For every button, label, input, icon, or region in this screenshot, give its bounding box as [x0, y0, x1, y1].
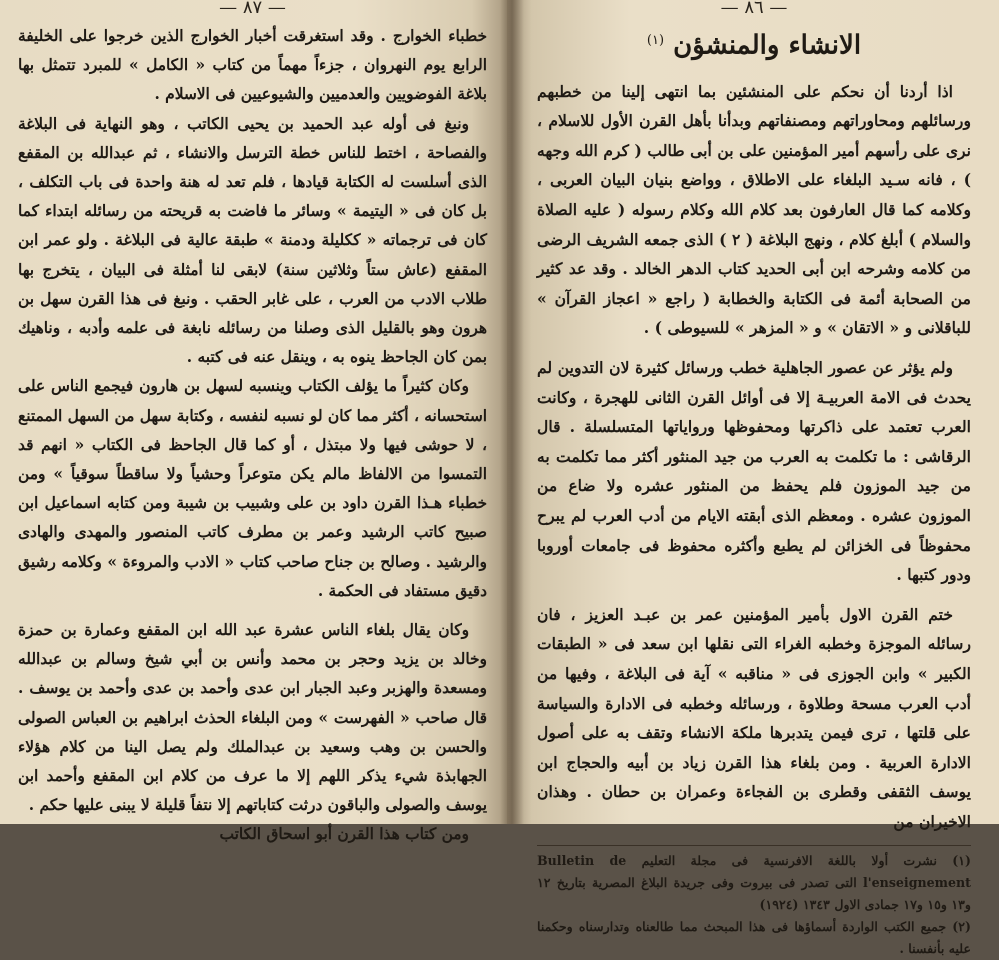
- left-paragraph-3: وكان كثيراً ما يؤلف الكتاب وينسبه لسهل بن هارون فيجمع الناس على استحسانه ، أكثر مما كان لو نسبه لنفسه ، وكتابة سهل من السهل الممتنع ، لا حوشى فيها ولا مبتذل ، أو كما قال الجاحظ فى الكتاب « انهم قد التمسوا من الالفاظ مالم يكن متوعراً وحشياً ولا ساقطاً سوقياً » ومن خطباء هـذا القرن داود بن على وشبيب بن شيبة ومن كتابه اسماعيل ابن صبيح كاتب الرشيد وعمر بن مطرف كاتب المنصور والمهدى والهادى والرشيد . وصالح بن جناح صاحب كتاب « الادب والمروءة » وكلامه رشيق دقيق مستفاد فى الحكمة .: [18, 377, 487, 600]
- right-page: [507, 0, 999, 956]
- right-paragraph-2: ولم يؤثر عن عصور الجاهلية خطب ورسائل كثيرة لان التدوين لم يحدث فى الامة العربيـة إلا فى أوائل القرن الثانى للهجرة ، وكانت العرب تعتمد على ذاكرتها ومحفوظها ورواياتها المتسلسلة . قال الرقاشى : ما تكلمت به العرب من جيد المنثور أكثر مما تكلمت به من جيد الموزون فلم يحفظ من المنثور عشره ولا ضاع من الموزون عشره . ومعظم الذى أبقته الايام من أدب العرب لم يبرح محفوظاً فى الخزائن لم يطبع وأكثره محفوظ فى جامعات أوروبا ودور كتبها .: [537, 358, 971, 585]
- left-paragraph-5: ومن كتاب هذا القرن أبو اسحاق الكاتب: [219, 825, 469, 844]
- left-paragraph-1: خطباء الخوارج . وقد استغرقت أخبار الخوارج الذين خرجوا على الخليفة الرابع يوم النهروان ، جزءاً مهماً من كتاب « الكامل » للمبرد تتمثل بها بلاغة الفوضويين والعدميين والشيوعيين فى الاسلام .: [18, 27, 487, 104]
- footnote-2: (٢) جميع الكتب الواردة أسماؤها فى هذا المبحث مما طالعناه وتدارسناه وحكمنا عليه بأنفسنا .: [537, 918, 971, 956]
- chapter-title-text: الانشاء والمنشؤن: [673, 30, 862, 61]
- left-page: [0, 0, 507, 844]
- left-page-body: [18, 22, 487, 850]
- right-paragraph-1: اذا أردنا أن نحكم على المنشئين بما انتهى إلينا من خطبهم ورسائلهم ومحاوراتهم ومصنفاتهم وبدأنا بأهل القرن الأول للاسلام ، نرى على رأسهم أمير المؤمنين على بن أبى طالب ( كرم الله وجهه ) ، فانه سـيد البلغاء على الاطلاق ، وواضع بنيان البيان العربى ، وكلامه كما قال العارفون بعد كلام الله وكلام رسوله ( عليه الصلاة والسلام ) أبلغ كلام ، ونهج البلاغة ( ٢ ) الذى جمعه الشريف الرضى من كلامه وشرحه ابن أبى الحديد كتاب الدهر الخالد . وقد عد كثير من الصحابة أئمة فى الكتابة والخطابة ( راجع « اعجاز القرآن » للباقلانى و « الاتقان » و « المزهر » للسيوطى ) .: [537, 81, 971, 338]
- title-footnote-marker: (١): [646, 33, 665, 48]
- left-paragraph-4: وكان يقال بلغاء الناس عشرة عبد الله ابن المقفع وعمارة بن حمزة وخالد بن يزيد وحجر بن محمد وأنس بن أبي شيخ وسالم بن عبدالله ومسعدة والهزبر وعبد الجبار ابن عدى وأحمد بن عدى وأحمد بن يوسف . قال صاحب « الفهرست » ومن البلغاء الحذث ابراهيم بن العباس الصولى والحسن بن وهب وسعيد بن عبدالملك ولم يصل الينا من كلام هؤلاء الجهابذة شيء يذكر اللهم إلا ما عرف من كلام ابن المقفع وأحمد ابن يوسف والصولى والباقون درثت كتاباتهم إلا نتفاً قليلة لا يبنى عليها حكم .: [18, 621, 487, 815]
- chapter-title: [537, 24, 971, 63]
- left-paragraph-2: ونبغ فى أوله عبد الحميد بن يحيى الكاتب ، وهو النهاية فى البلاغة والفصاحة ، اختط للناس خطة الترسل والانشاء ، ثم عبدالله بن المقفع الذى أسلست له الكتابة قيادها ، فلم تعد له هنة واحدة فى باب التكلف ، بل كان فى « اليتيمة » وسائر ما فاضت به قريحته من رسائله ابتداء كما كان فى ترجماته « ككليلة ودمنة » طبقة عالية فى البلاغة . ولو عمر ابن المقفع (عاش ستاً وثلاثين سنة) لابقى لنا أمثلة فى البيان ، يتخرج بها طلاب الادب من العرب ، على غابر الحقب . ونبغ فى هذا القرن سهل بن هرون وهو بالقليل الذى وصلنا من رسائله نابغة فى علمه وأدبه ، وناهيك بمن كان الجاحظ ينوه به ، وينقل عنه فى كتبه .: [18, 114, 487, 367]
- footnotes: [537, 845, 971, 960]
- left-page-number: — ٨٧ —: [219, 0, 286, 18]
- right-page-body: [537, 77, 971, 837]
- footnote-1: (١) نشرت أولا باللغة الافرنسية فى مجلة التعليم Bulletin de l'enseignement التى تصدر فى بيروت وفى جريدة البلاغ المصرية بتاريخ ١٢ و١٣ و١٥ و١٧ جمادى الاول ١٣٤٣ (١٩٢٤): [537, 852, 971, 912]
- right-page-number: — ٨٦ —: [720, 0, 788, 18]
- book-gutter: [500, 0, 524, 824]
- right-paragraph-3: ختم القرن الاول بأمير المؤمنين عمر بن عبـد العزيز ، فان رسائله الموجزة وخطبه الغراء التى نقلها ابن سعد فى « الطبقات الكبير » وابن الجوزى فى « مناقبه » آية فى البلاغة ، وفيها من أدب العرب مسحة وطلاوة ، ورسائله وخطبه فى الادارة والسياسة على قلتها ، ترى فيمن يتدبرها ملكة الانشاء وتقف به على أصول الادارة العربية . ومن بلغاء هذا القرن زياد بن أبيه والحجاج ابن يوسف الثقفى وقطرى بن الفجاءة وعمران بن حطان . وهذان الاخيران من: [537, 604, 971, 831]
